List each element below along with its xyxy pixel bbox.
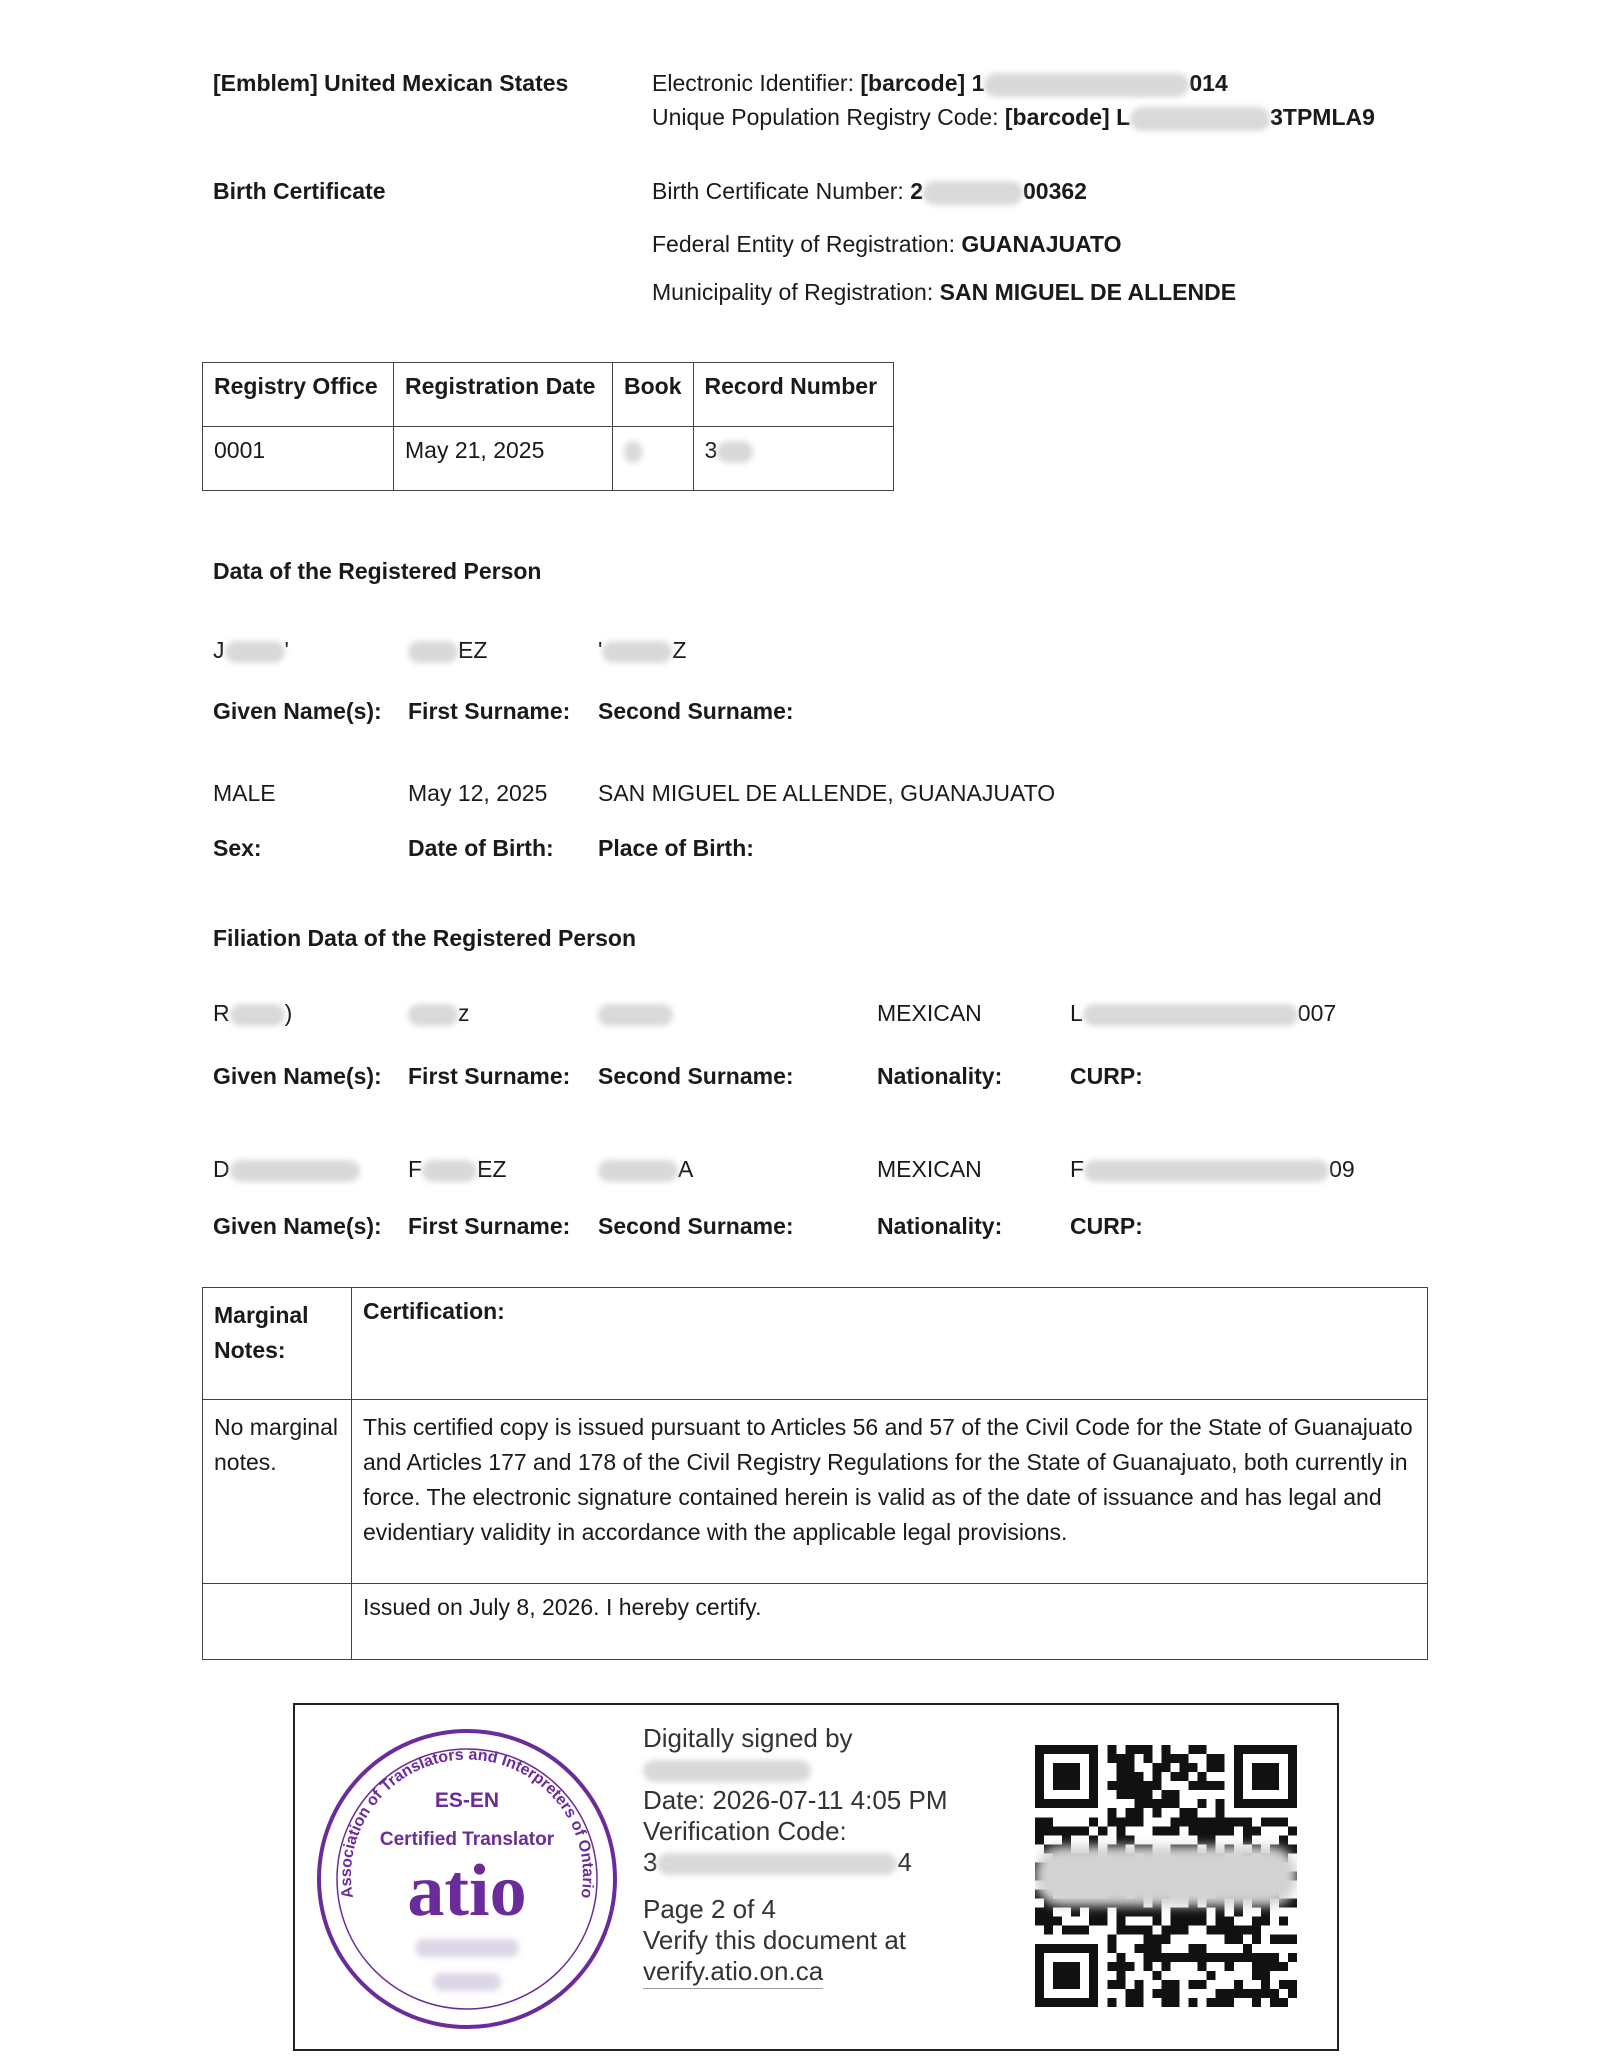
seal-org-text: Association of Translators and Interpreters of Ontario (337, 1746, 597, 1900)
signed-by-label: Digitally signed by (643, 1723, 853, 1753)
p2-label-second-surname: Second Surname: (598, 1213, 794, 1239)
marginal-notes-header: Marginal Notes: (203, 1288, 352, 1400)
electronic-identifier: Electronic Identifier: [barcode] 1 014 (652, 70, 1228, 96)
p2-label-first-surname: First Surname: (408, 1213, 571, 1239)
redaction (230, 1160, 360, 1182)
certification-text: This certified copy is issued pursuant to Articles 56 and 57 of the Civil Code for the State of Guanajuato and Articles 177 and 178 of the Civil Registry Regulations for the State of Guanajuato, both currently in force. The electronic signature contained herein is valid as of the date of issuance and has legal and evidentiary validity in accordance with the applicable legal provisions. (352, 1400, 1428, 1584)
p1-label-first-surname: First Surname: (408, 1063, 571, 1089)
p2-label-nationality: Nationality: (877, 1213, 1003, 1239)
qr-code-icon (1035, 1745, 1297, 2007)
cell-record-number: 3 (693, 427, 894, 491)
p1-label-curp: CURP: (1070, 1063, 1143, 1089)
parent2-first-surname: F EZ (408, 1156, 507, 1182)
label-dob: Date of Birth: (408, 835, 554, 861)
issued-text: Issued on July 8, 2026. I hereby certify. (352, 1584, 1428, 1660)
redaction (923, 181, 1023, 205)
redaction (657, 1853, 897, 1875)
signature-details (643, 1723, 947, 1987)
country-title: [Emblem] United Mexican States (213, 70, 569, 96)
parent1-nationality: MEXICAN (877, 1000, 982, 1026)
redaction (598, 1004, 673, 1026)
parent2-second-surname: A (598, 1156, 693, 1183)
seal-role: Certified Translator (379, 1829, 555, 1850)
p2-label-given-name: Given Name(s): (213, 1213, 382, 1239)
registered-second-surname: ' Z (598, 637, 687, 663)
cell-registration-date: May 21, 2025 (394, 427, 613, 491)
atio-logo: atio (407, 1850, 527, 1932)
registry-table (202, 362, 894, 491)
p2-label-curp: CURP: (1070, 1213, 1143, 1239)
redaction (433, 1973, 501, 1991)
registered-first-surname: EZ (408, 637, 487, 664)
federal-entity: Federal Entity of Registration: GUANAJUATO (652, 231, 1122, 257)
registered-person-title: Data of the Registered Person (213, 558, 542, 584)
p1-label-second-surname: Second Surname: (598, 1063, 794, 1089)
certificate-number: Birth Certificate Number: 2 00362 (652, 178, 1087, 204)
parent2-given-name: D (213, 1156, 360, 1183)
redaction (624, 441, 642, 463)
curp-code: Unique Population Registry Code: [barcode] L 3TPMLA9 (652, 104, 1375, 130)
redaction (415, 1939, 519, 1957)
certification-table (202, 1287, 1428, 1660)
redaction (1035, 1846, 1297, 1906)
filiation-title: Filiation Data of the Registered Person (213, 925, 637, 951)
parent1-first-surname: z (408, 1000, 470, 1027)
label-given-name: Given Name(s): (213, 698, 382, 724)
p1-label-given-name: Given Name(s): (213, 1063, 382, 1089)
page-indicator: Page 2 of 4 (643, 1894, 776, 1924)
redaction (408, 641, 458, 663)
seal-lang: ES-EN (434, 1789, 500, 1812)
parent2-curp: F 09 (1070, 1156, 1355, 1182)
registered-given-name: J ' (213, 637, 289, 663)
signer-name (643, 1754, 947, 1785)
header-book: Book (613, 363, 694, 427)
marginal-notes-value: No marginal notes. (203, 1400, 352, 1584)
cell-book (613, 427, 694, 491)
sex-value: MALE (213, 780, 276, 806)
redaction (1083, 1004, 1298, 1026)
atio-seal (315, 1727, 619, 2031)
verify-url[interactable]: verify.atio.on.ca (643, 1956, 947, 1987)
redaction (230, 1004, 285, 1026)
p1-label-nationality: Nationality: (877, 1063, 1003, 1089)
empty-cell (203, 1584, 352, 1660)
redaction (643, 1760, 811, 1782)
label-pob: Place of Birth: (598, 835, 754, 861)
label-second-surname: Second Surname: (598, 698, 794, 724)
translator-signature-box (293, 1703, 1339, 2051)
verify-instruction: Verify this document at (643, 1925, 907, 1955)
redaction (717, 441, 753, 463)
parent2-nationality: MEXICAN (877, 1156, 982, 1182)
signature-date: Date: 2026-07-11 4:05 PM (643, 1785, 948, 1815)
redaction (984, 73, 1189, 97)
parent1-second-surname (598, 1000, 673, 1027)
redaction (598, 1160, 678, 1182)
redaction (225, 641, 285, 663)
dob-value: May 12, 2025 (408, 780, 548, 806)
parent1-given-name: R ) (213, 1000, 293, 1026)
header-registry-office: Registry Office (203, 363, 394, 427)
label-first-surname: First Surname: (408, 698, 571, 724)
redaction (1130, 107, 1270, 131)
verification-code: 3 4 (643, 1847, 912, 1877)
pob-value: SAN MIGUEL DE ALLENDE, GUANAJUATO (598, 780, 1056, 806)
verification-label: Verification Code: (643, 1816, 847, 1846)
header-registration-date: Registration Date (394, 363, 613, 427)
redaction (408, 1004, 458, 1026)
label-sex: Sex: (213, 835, 262, 861)
certification-header: Certification: (352, 1288, 1428, 1400)
redaction (602, 641, 672, 663)
redaction (422, 1160, 477, 1182)
parent1-curp: L 007 (1070, 1000, 1337, 1026)
document-title: Birth Certificate (213, 178, 386, 204)
header-record-number: Record Number (693, 363, 894, 427)
redaction (1084, 1160, 1329, 1182)
cell-registry-office: 0001 (203, 427, 394, 491)
municipality: Municipality of Registration: SAN MIGUEL DE ALLENDE (652, 279, 1237, 305)
